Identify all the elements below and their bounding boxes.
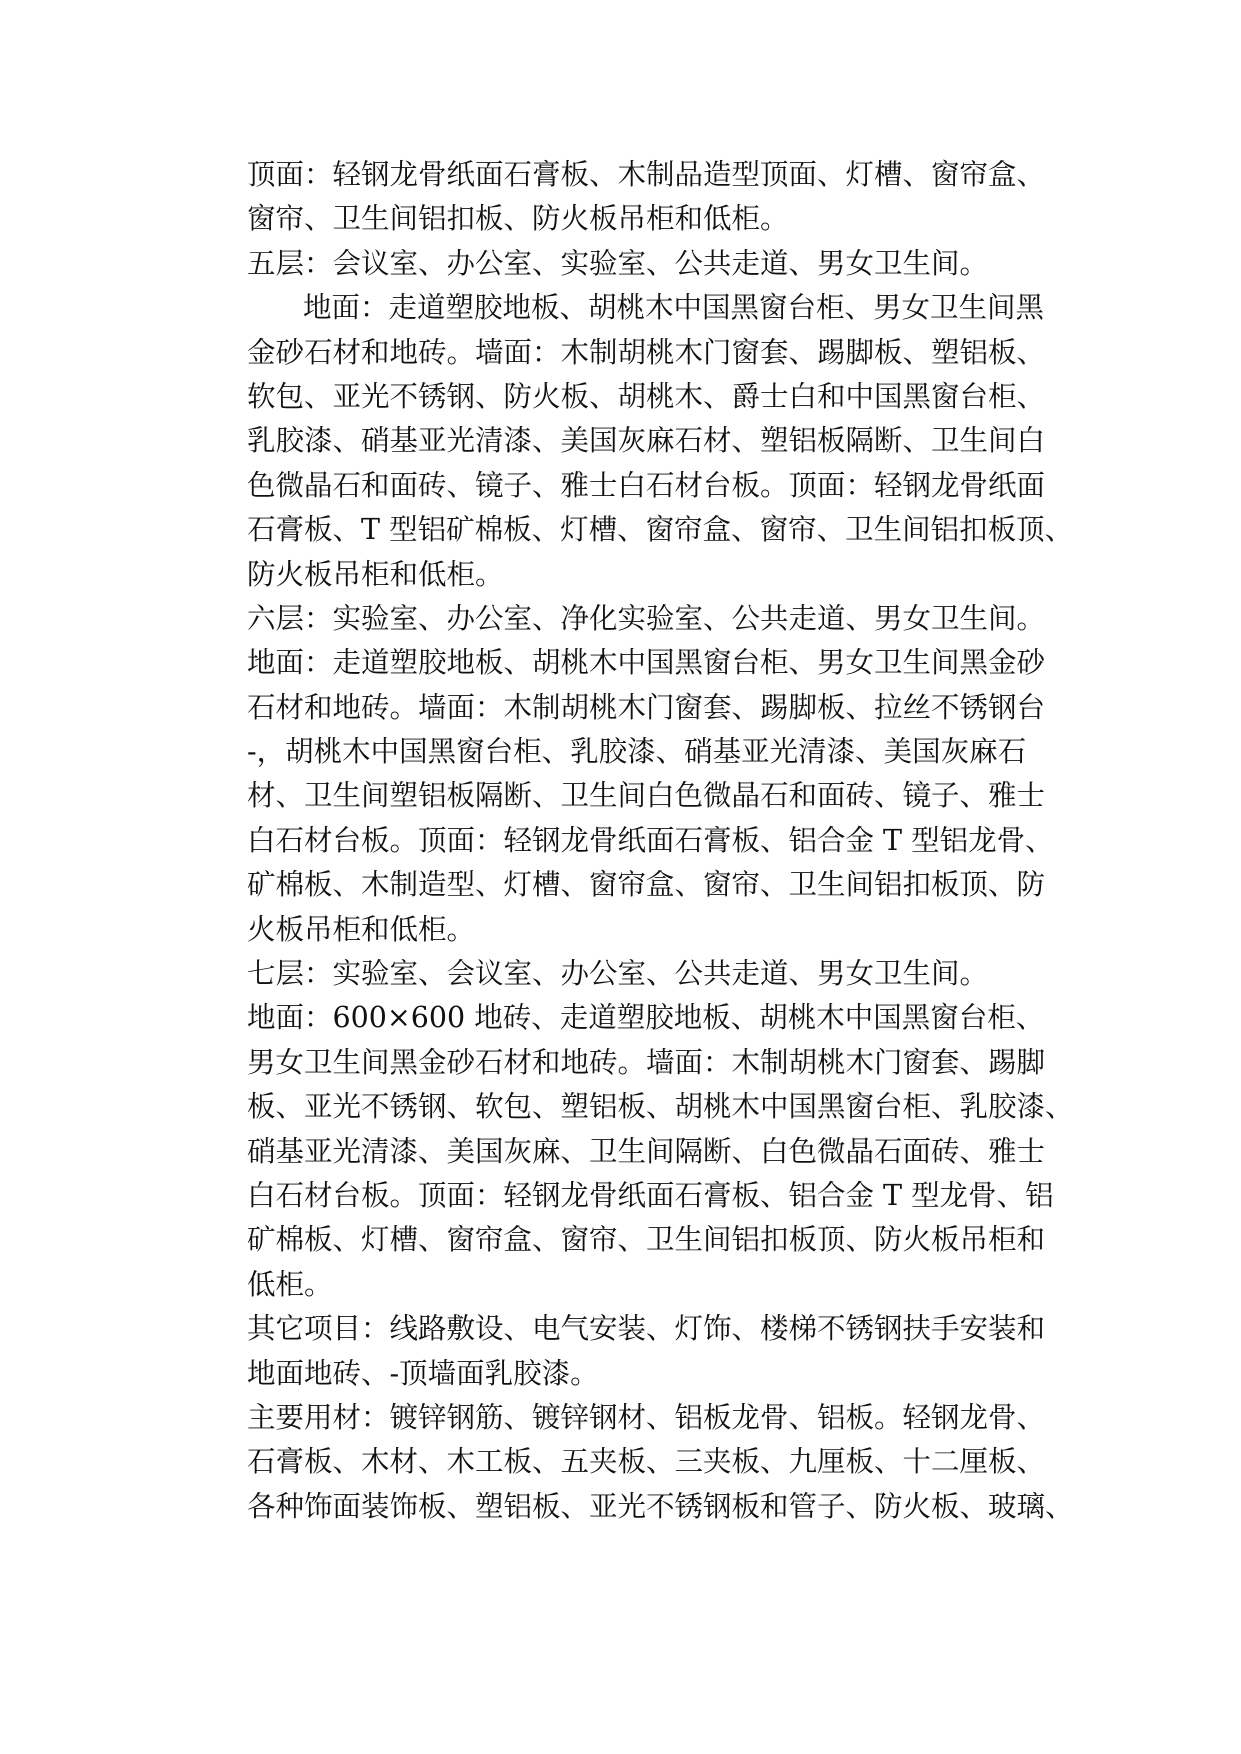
text-line: 窗帘、卫生间铝扣板、防火板吊柜和低柜。 (247, 202, 789, 236)
text-line: 矿棉板、木制造型、灯槽、窗帘盒、窗帘、卫生间铝扣板顶、防 (247, 868, 1046, 902)
text-line: 乳胶漆、硝基亚光清漆、美国灰麻石材、塑铝板隔断、卫生间白 (247, 424, 1046, 458)
text-line: 石膏板、木材、木工板、五夹板、三夹板、九厘板、十二厘板、 (247, 1445, 1046, 1479)
body-text (247, 153, 1074, 1529)
text-line: 材、卫生间塑铝板隔断、卫生间白色微晶石和面砖、镜子、雅士 (247, 779, 1046, 813)
text-line: 地面：600×600 地砖、走道塑胶地板、胡桃木中国黑窗台柜、 (247, 1001, 1045, 1035)
text-line: 顶面：轻钢龙骨纸面石膏板、木制品造型顶面、灯槽、窗帘盒、 (247, 158, 1046, 191)
text-line: 七层：实验室、会议室、办公室、公共走道、男女卫生间。 (247, 957, 989, 991)
text-line: 火板吊柜和低柜。 (247, 912, 476, 946)
text-line: 其它项目：线路敷设、电气安装、灯饰、楼梯不锈钢扶手安装和 (247, 1312, 1046, 1346)
text-line: 色微晶石和面砖、镜子、雅士白石材台板。顶面：轻钢龙骨纸面 (247, 468, 1046, 502)
text-line: 白石材台板。顶面：轻钢龙骨纸面石膏板、铝合金 T 型龙骨、铝 (247, 1178, 1054, 1212)
text-line: 五层：会议室、办公室、实验室、公共走道、男女卫生间。 (247, 246, 989, 280)
text-line: 板、亚光不锈钢、软包、塑铝板、胡桃木中国黑窗台柜、乳胶漆、 (247, 1090, 1074, 1124)
text-line: 地面：走道塑胶地板、胡桃木中国黑窗台柜、男女卫生间黑金砂 (247, 646, 1046, 680)
text-line: 矿棉板、灯槽、窗帘盒、窗帘、卫生间铝扣板顶、防火板吊柜和 (247, 1223, 1046, 1257)
text-line: 六层：实验室、办公室、净化实验室、公共走道、男女卫生间。 (247, 601, 1046, 635)
text-line: 硝基亚光清漆、美国灰麻、卫生间隔断、白色微晶石面砖、雅士 (247, 1134, 1046, 1168)
text-line: -，胡桃木中国黑窗台柜、乳胶漆、硝基亚光清漆、美国灰麻石 (247, 735, 1027, 769)
text-line: 金砂石材和地砖。墙面：木制胡桃木门窗套、踢脚板、塑铝板、 (247, 335, 1046, 369)
text-line: 石材和地砖。墙面：木制胡桃木门窗套、踢脚板、拉丝不锈钢台 (247, 690, 1046, 724)
text-line: 低柜。 (247, 1267, 333, 1301)
text-line: 白石材台板。顶面：轻钢龙骨纸面石膏板、铝合金 T 型铝龙骨、 (247, 823, 1054, 857)
text-line: 防火板吊柜和低柜。 (247, 557, 504, 591)
text-line: 主要用材：镀锌钢筋、镀锌钢材、铝板龙骨、铝板。轻钢龙骨、 (247, 1400, 1046, 1434)
text-line: 地面地砖、-顶墙面乳胶漆。 (247, 1356, 599, 1390)
text-line: 地面：走道塑胶地板、胡桃木中国黑窗台柜、男女卫生间黑 (303, 291, 1045, 325)
text-line: 软包、亚光不锈钢、防火板、胡桃木、爵士白和中国黑窗台柜、 (247, 379, 1046, 413)
text-line: 男女卫生间黑金砂石材和地砖。墙面：木制胡桃木门窗套、踢脚 (247, 1045, 1046, 1079)
text-line: 石膏板、T 型铝矿棉板、灯槽、窗帘盒、窗帘、卫生间铝扣板顶、 (247, 513, 1074, 547)
text-line: 各种饰面装饰板、塑铝板、亚光不锈钢板和管子、防火板、玻璃、 (247, 1489, 1074, 1523)
